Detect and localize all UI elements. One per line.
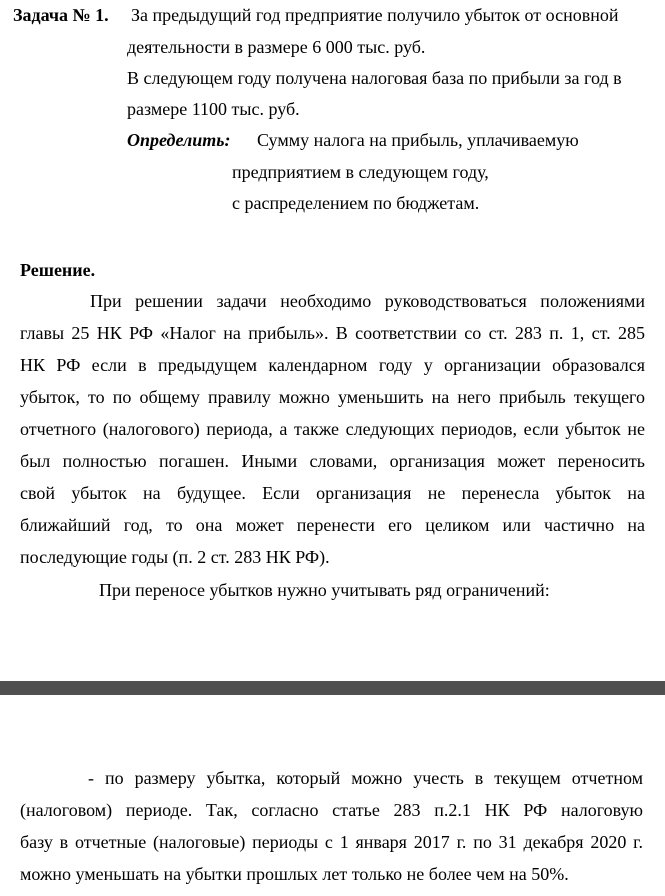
solution-line: ближайший год, то она может перенести его целиком или частично на	[20, 515, 645, 535]
solution-line: отчетного (налогового) периода, а также следующих периодов, если убыток не	[20, 419, 645, 439]
page2-line: базу в отчетные (налоговые) периоды с 1 января 2017 г. по 31 декабря 2020 г.	[20, 832, 643, 852]
solution-line: свой убыток на будущее. Если организация не перенесла убыток на	[20, 483, 645, 503]
task-text-line: размере 1100 тыс. руб.	[127, 99, 300, 119]
solution-line: главы 25 НК РФ «Налог на прибыль». В соответствии со ст. 283 п. 1, ст. 285	[20, 323, 645, 343]
task-text-line: За предыдущий год предприятие получило убыток от основной	[131, 5, 619, 25]
page-divider	[0, 681, 665, 695]
solution-line: последующие годы (п. 2 ст. 283 НК РФ).	[20, 547, 330, 567]
solution-line: НК РФ если в предыдущем календарном году у организации образовался	[20, 355, 645, 375]
determine-label: Определить:	[127, 130, 231, 150]
page2-line: можно уменьшать на убытки прошлых лет только не более чем на 50%.	[20, 864, 569, 884]
solution-line: При решении задачи необходимо руководствоваться положениями	[90, 291, 645, 311]
solution-heading: Решение.	[20, 260, 96, 280]
task-text-line: В следующем году получена налоговая база по прибыли за год в	[127, 68, 622, 88]
task-text-line: деятельности в размере 6 000 тыс. руб.	[127, 37, 426, 57]
task-label: Задача № 1.	[13, 5, 109, 25]
determine-text-line: Сумму налога на прибыль, уплачиваемую	[257, 130, 579, 150]
solution-line: убыток, то по общему правилу можно уменьшить на него прибыль текущего	[20, 387, 645, 407]
page2-line: - по размеру убытка, который можно учесть в текущем отчетном	[88, 768, 643, 788]
determine-text-line: с распределением по бюджетам.	[232, 193, 480, 213]
page2-line: (налоговом) периоде. Так, согласно статье 283 п.2.1 НК РФ налоговую	[20, 800, 643, 820]
determine-text-line: предприятием в следующем году,	[232, 162, 489, 182]
solution-line: был полностью погашен. Иными словами, организация может переносить	[20, 451, 645, 471]
restrictions-intro: При переносе убытков нужно учитывать ряд ограничений:	[99, 580, 550, 600]
